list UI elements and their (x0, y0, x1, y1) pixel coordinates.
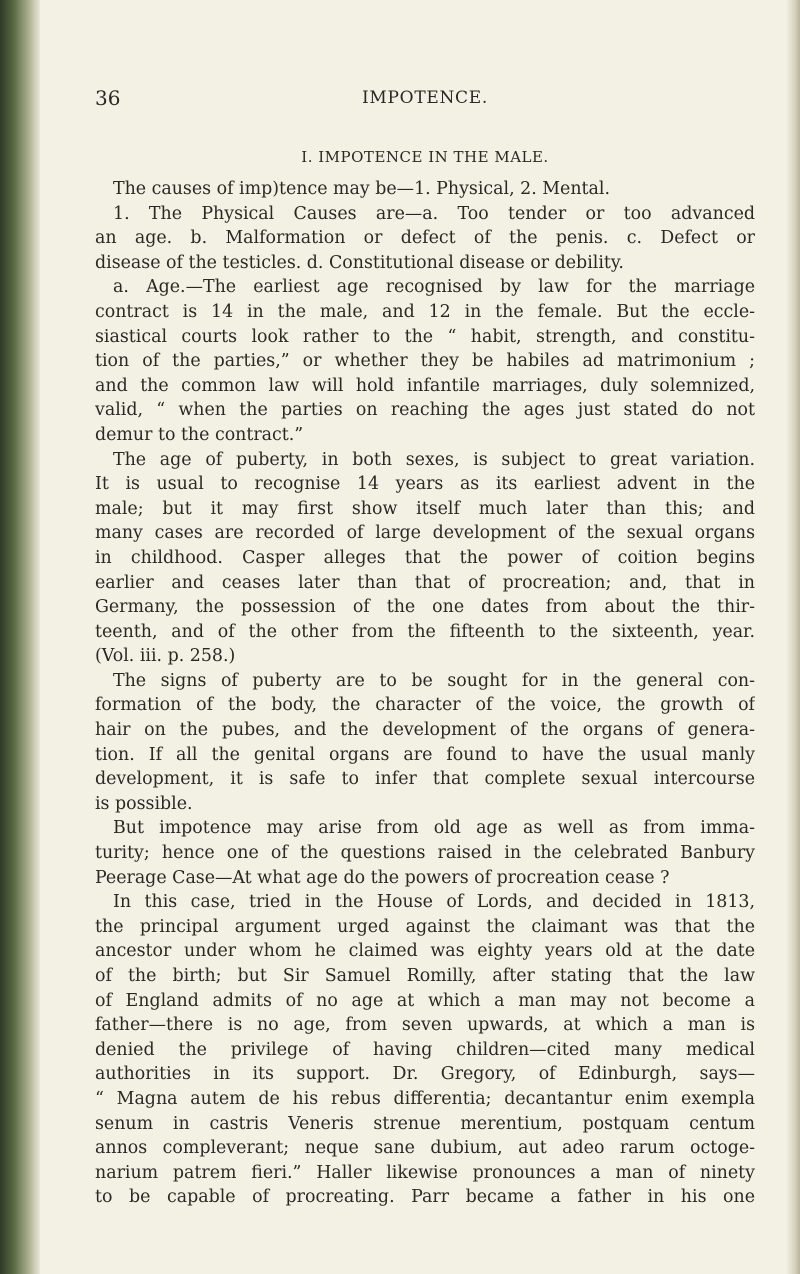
text-line: (Vol. iii. p. 258.) (95, 646, 236, 667)
text-line: Peerage Case—At what age do the powers of procreation cease ? (95, 867, 670, 888)
text-line: The signs of puberty are to be sought for in the general con- (113, 670, 755, 691)
text-line: hair on the pubes, and the development of the organs of genera- (95, 720, 755, 741)
text-line: Germany, the possession of the one dates from about the thir- (95, 597, 755, 618)
text-line: It is usual to recognise 14 years as its earliest advent in the (95, 474, 755, 495)
text-line: denied the privilege of having children—cited many medical (95, 1039, 755, 1060)
text-line: The age of puberty, in both sexes, is subject to great variation. (113, 449, 755, 470)
text-line: The causes of imp)tence may be—1. Physical, 2. Mental. (113, 179, 610, 199)
text-line: of the birth; but Sir Samuel Romilly, after stating that the law (95, 966, 755, 986)
text-line: disease of the testicles. d. Constitutional disease or debility. (95, 252, 624, 273)
text-line: development, it is safe to infer that complete sexual intercourse (95, 769, 755, 790)
text-line: “ Magna autem de his rebus differentia; decantantur enim exempla (95, 1088, 755, 1109)
text-line: to be capable of procreating. Parr became a father in his one (95, 1187, 755, 1208)
text-line: a. Age.—The earliest age recognised by law for the marriage (113, 277, 755, 298)
section-title: I. IMPOTENCE IN THE MALE. (301, 148, 549, 166)
page-number: 36 (95, 86, 121, 110)
page-edge-shadow (786, 0, 800, 1274)
text-line: tion. If all the genital organs are found to have the usual manly (95, 744, 755, 765)
text-line: formation of the body, the character of the voice, the growth of (95, 695, 755, 716)
text-line: ancestor under whom he claimed was eighty years old at the date (95, 941, 755, 962)
text-line: is possible. (95, 793, 193, 814)
page-header (95, 86, 755, 116)
text-line: In this case, tried in the House of Lords, and decided in 1813, (113, 892, 755, 913)
text-line: teenth, and of the other from the fifteenth to the sixteenth, year. (95, 621, 755, 642)
text-line: valid, “ when the parties on reaching the ages just stated do not (95, 400, 755, 421)
text-line: narium patrem fieri.” Haller likewise pronounces a man of ninety (95, 1162, 755, 1183)
text-line: demur to the contract.” (95, 424, 304, 445)
text-line: senum in castris Veneris strenue merentium, postquam centum (95, 1113, 755, 1134)
text-line: turity; hence one of the questions raised in the celebrated Banbury (95, 843, 755, 864)
text-line: authorities in its support. Dr. Gregory, of Edinburgh, says— (95, 1064, 755, 1085)
text-line: earlier and ceases later than that of procreation; and, that in (95, 572, 755, 593)
text-line: many cases are recorded of large development of the sexual organs (95, 523, 755, 544)
body-text (95, 177, 755, 1210)
book-gutter-shadow (0, 0, 40, 1274)
text-line: contract is 14 in the male, and 12 in the female. But the eccle- (95, 301, 755, 322)
text-line: male; but it may first show itself much later than this; and (95, 498, 755, 519)
text-line: But impotence may arise from old age as well as from imma- (113, 818, 755, 839)
text-line: father—there is no age, from seven upwards, at which a man is (95, 1015, 755, 1036)
text-line: 1. The Physical Causes are—a. Too tender or too advanced (113, 203, 755, 224)
text-line: tion of the parties,” or whether they be habiles ad matrimonium ; (95, 351, 755, 372)
running-head: IMPOTENCE. (362, 88, 488, 108)
text-line: an age. b. Malformation or defect of the penis. c. Defect or (95, 228, 755, 249)
text-line: of England admits of no age at which a man may not become a (95, 990, 755, 1011)
text-line: the principal argument urged against the claimant was that the (95, 916, 755, 937)
text-line: siastical courts look rather to the “ habit, strength, and constitu- (95, 326, 755, 347)
text-line: annos compleverant; neque sane dubium, aut adeo rarum octoge- (95, 1138, 755, 1159)
text-line: in childhood. Casper alleges that the power of coition begins (95, 547, 755, 568)
text-line: and the common law will hold infantile marriages, duly solemnized, (95, 375, 755, 396)
